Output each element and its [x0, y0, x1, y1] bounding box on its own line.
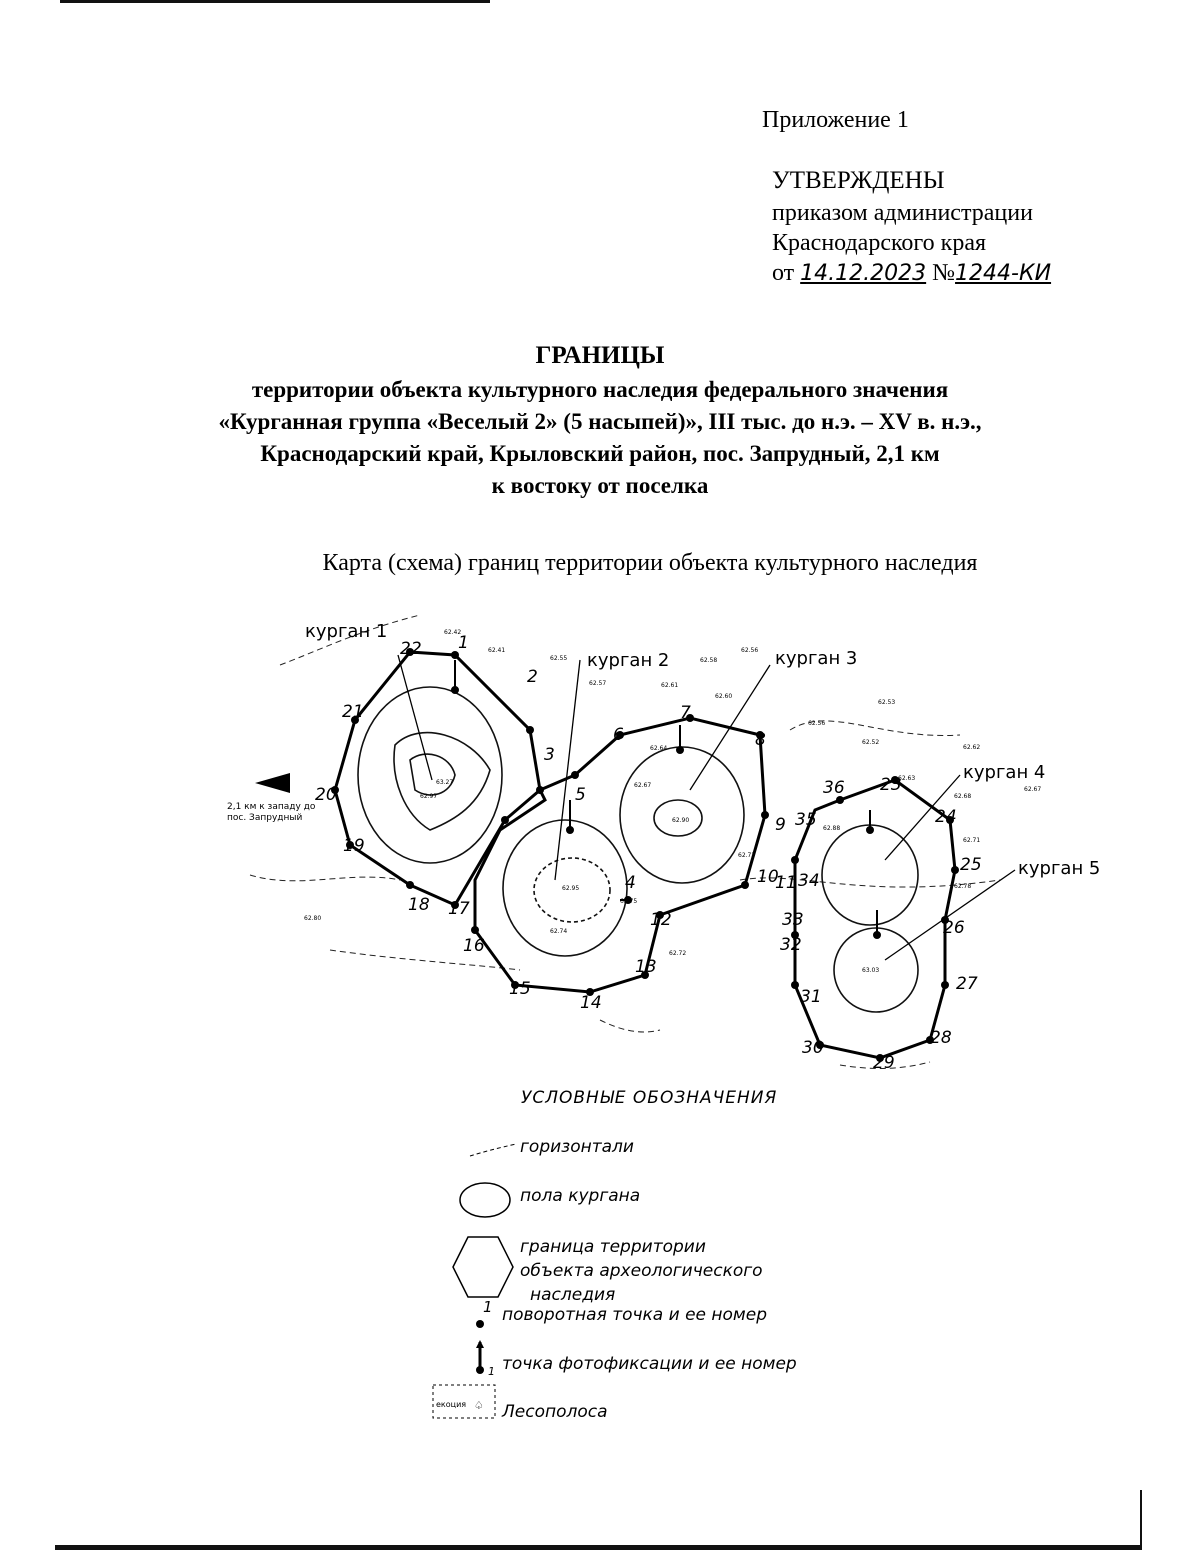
number-prefix: №	[932, 260, 956, 286]
point-number: 21	[342, 702, 364, 722]
elevation-mark: 63.27	[436, 779, 454, 786]
point-number: 6	[613, 725, 624, 745]
boundary-legend-icon	[448, 1232, 518, 1302]
point-number: 28	[930, 1028, 952, 1048]
elevation-mark: 62.57	[589, 680, 607, 687]
point-number: 14	[580, 993, 602, 1013]
elevation-mark: 62.63	[898, 775, 916, 782]
appendix-label: Приложение 1	[762, 107, 909, 133]
contour-legend-icon	[468, 1140, 518, 1160]
elevation-mark: 62.90	[672, 817, 690, 824]
point-number: 33	[782, 910, 804, 930]
legend-title: УСЛОВНЫЕ ОБОЗНАЧЕНИЯ	[521, 1088, 778, 1108]
elevation-mark: 62.78	[954, 883, 972, 890]
point-number: 23	[880, 775, 902, 795]
approved-heading: УТВЕРЖДЕНЫ	[772, 167, 945, 194]
point-number: 22	[400, 639, 422, 659]
svg-text:♤: ♤	[474, 1399, 484, 1412]
elevation-mark: 63.03	[862, 967, 880, 974]
point-number: 13	[635, 957, 657, 977]
elevation-mark: 62.67	[634, 782, 652, 789]
legend-mound-floor: пола кургана	[520, 1186, 641, 1206]
mound-4-label: курган 4	[963, 762, 1046, 783]
elevation-mark: 62.56	[741, 647, 759, 654]
point-number: 15	[509, 979, 531, 999]
map-caption: Карта (схема) границ территории объекта культурного наследия	[322, 550, 978, 576]
title-heading: ГРАНИЦЫ	[535, 342, 665, 369]
point-number: 9	[775, 815, 786, 835]
legend-boundary-line-1: граница территории	[520, 1237, 706, 1257]
point-number: 5	[575, 785, 586, 805]
point-number: 7	[680, 703, 691, 723]
mound-4-floor	[822, 825, 918, 925]
legend-turning-point: поворотная точка и ее номер	[502, 1305, 767, 1325]
boundary-mound-4-5	[795, 780, 955, 1058]
elevation-mark: 62.95	[562, 885, 580, 892]
forest-strip-small-label: екоция	[436, 1400, 467, 1409]
point-number: 17	[448, 899, 470, 919]
title-line-4: к востоку от поселка	[491, 473, 709, 498]
point-number: 18	[408, 895, 430, 915]
mound-1-label: курган 1	[305, 621, 388, 642]
elevation-mark: 62.88	[823, 825, 841, 832]
direction-note-line-1: 2,1 км к западу до	[227, 802, 316, 812]
point-number: 3	[544, 745, 555, 765]
elevation-mark: 62.52	[862, 739, 880, 746]
turning-point-legend-icon	[474, 1318, 486, 1330]
point-number: 34	[798, 871, 820, 891]
elevation-mark: 62.97	[420, 793, 438, 800]
elevation-mark: 62.41	[488, 647, 506, 654]
legend-photo-point-number: 1	[488, 1365, 495, 1378]
elevation-mark: 62.56	[808, 720, 826, 727]
point-number: 25	[960, 855, 982, 875]
mound-5-label: курган 5	[1018, 858, 1101, 879]
approval-number: 1244-КИ	[955, 261, 1052, 286]
mound-label-leaders	[398, 655, 1015, 960]
elevation-mark: 62.74	[550, 928, 568, 935]
elevation-mark: 62.72	[669, 950, 687, 957]
point-number: 26	[943, 918, 965, 938]
scan-edge-right	[1140, 1490, 1142, 1550]
photo-point-legend-icon	[472, 1340, 488, 1376]
point-number: 31	[800, 987, 822, 1007]
point-number: 1	[458, 633, 469, 653]
legend-turning-point-number: 1	[483, 1298, 493, 1316]
title-line-2: «Курганная группа «Веселый 2» (5 насыпей)», III тыс. до н.э. – XV в. н.э.,	[218, 409, 982, 434]
elevation-mark: 62.62	[963, 744, 981, 751]
point-number: 27	[956, 974, 978, 994]
turning-points	[331, 648, 959, 1062]
elevation-mark: 62.75	[620, 898, 638, 905]
mound-floor-legend-icon	[455, 1180, 515, 1220]
point-number: 8	[755, 730, 766, 750]
elevation-mark: 62.80	[304, 915, 322, 922]
point-number: 29	[873, 1053, 895, 1073]
approval-date: 14.12.2023	[800, 261, 927, 286]
point-number: 4	[625, 873, 636, 893]
legend-boundary-line-2: объекта археологического	[520, 1261, 763, 1281]
elevation-mark: 62.58	[700, 657, 718, 664]
title-line-3: Краснодарский край, Крыловский район, пос. Запрудный, 2,1 км	[260, 441, 940, 466]
approved-by-line: приказом администрации	[772, 200, 1033, 226]
elevation-mark: 62.64	[650, 745, 668, 752]
point-number: 19	[343, 836, 365, 856]
elevation-mark: 62.61	[661, 682, 679, 689]
point-number: 20	[315, 785, 337, 805]
direction-note-line-2: пос. Запрудный	[227, 813, 303, 823]
legend-contours: горизонтали	[520, 1137, 634, 1157]
point-number: 24	[935, 807, 957, 827]
point-number: 32	[780, 935, 802, 955]
point-number: 35	[795, 810, 817, 830]
mound-2-label: курган 2	[587, 650, 670, 671]
elevation-mark: 62.55	[550, 655, 568, 662]
point-number: 16	[463, 936, 485, 956]
mound-3-label: курган 3	[775, 648, 858, 669]
point-number: 12	[650, 910, 672, 930]
elevation-mark: 62.53	[878, 699, 896, 706]
photo-points	[452, 660, 880, 938]
forest-strip-legend-icon	[430, 1382, 500, 1422]
west-arrow-icon	[255, 773, 290, 793]
approved-region-line: Краснодарского края	[772, 230, 987, 256]
legend-forest-strip: Лесополоса	[502, 1402, 608, 1422]
point-number: 2	[527, 667, 538, 687]
point-number: 36	[823, 778, 845, 798]
territory-boundaries	[335, 652, 955, 1058]
mound-3-floor	[620, 747, 744, 883]
elevation-mark: 62.60	[715, 693, 733, 700]
title-line-1: территории объекта культурного наследия федерального значения	[251, 377, 949, 402]
legend-photo-point: точка фотофиксации и ее номер	[502, 1354, 797, 1374]
point-number: 30	[802, 1038, 824, 1058]
elevation-mark: 62.73	[738, 852, 756, 859]
scan-edge-bottom	[55, 1545, 1140, 1550]
elevation-mark: 62.42	[444, 629, 462, 636]
point-number: 11	[775, 873, 797, 893]
elevation-mark: 62.67	[1024, 786, 1042, 793]
date-prefix: от	[772, 260, 795, 286]
elevation-mark: 62.71	[963, 837, 981, 844]
legend-boundary-line-3: наследия	[530, 1285, 616, 1305]
point-number: 10	[757, 867, 779, 887]
elevation-mark: 62.68	[954, 793, 972, 800]
